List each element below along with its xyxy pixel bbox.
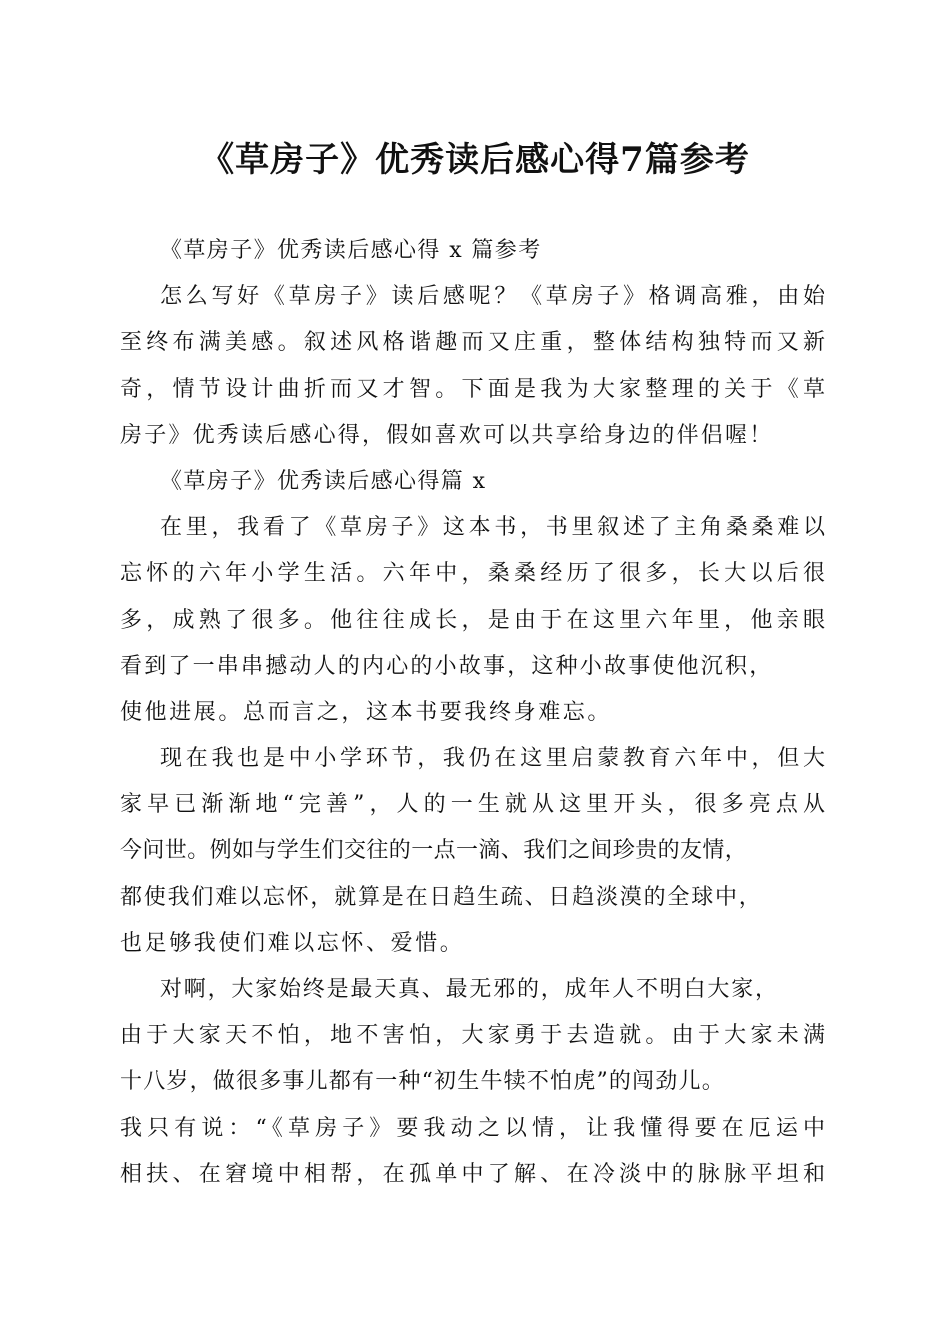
paragraph-line: 相扶、在窘境中相帮，在孤单中了解、在冷淡中的脉脉平坦和	[120, 1161, 825, 1187]
paragraph-line: 家早已渐渐地“完善”，人的一生就从这里开头，很多亮点从	[120, 792, 825, 818]
paragraph-line: 至终布满美感。叙述风格谐趣而又庄重，整体结构独特而又新	[120, 330, 825, 356]
paragraph-line: 奇，情节设计曲折而又才智。下面是我为大家整理的关于《草	[120, 376, 825, 402]
paragraph-line: 使他进展。总而言之，这本书要我终身难忘。	[120, 699, 613, 725]
paragraph-line: 由于大家天不怕，地不害怕，大家勇于去造就。由于大家未满	[120, 1023, 825, 1049]
paragraph-line: 现在我也是中小学环节，我仍在这里启蒙教育六年中，但大	[160, 746, 825, 772]
paragraph-line: 今问世。例如与学生们交往的一点一滴、我们之间珍贵的友情，	[120, 838, 748, 864]
document-body	[120, 228, 825, 1198]
paragraph-line: 多，成熟了很多。他往往成长，是由于在这里六年里，他亲眼	[120, 607, 825, 633]
paragraph-line: 对啊，大家始终是最天真、最无邪的，成年人不明白大家，	[160, 977, 779, 1002]
document-title: 《草房子》优秀读后感心得7篇参考	[200, 140, 750, 180]
subheading: 《草房子》优秀读后感心得篇 x	[160, 468, 487, 494]
paragraph-line: 我只有说：“《草房子》要我动之以情，让我懂得要在厄运中	[120, 1115, 825, 1141]
paragraph-line: 怎么写好《草房子》读后感呢？《草房子》格调高雅，由始	[160, 284, 825, 310]
paragraph-line: 在里，我看了《草房子》这本书，书里叙述了主角桑桑难以	[160, 515, 825, 541]
paragraph-line: 都使我们难以忘怀，就算是在日趋生疏、日趋淡漠的全球中，	[120, 884, 763, 910]
paragraph-line: 看到了一串串撼动人的内心的小故事，这种小故事使他沉积，	[120, 653, 774, 679]
paragraph-line: 房子》优秀读后感心得，假如喜欢可以共享给身边的伴侣喔！	[120, 422, 774, 448]
paragraph-line: 十八岁，做很多事儿都有一种“初生牛犊不怕虎”的闯劲儿。	[120, 1069, 725, 1095]
subheading: 《草房子》优秀读后感心得 x 篇参考	[160, 238, 542, 263]
paragraph-line: 忘怀的六年小学生活。六年中，桑桑经历了很多，长大以后很	[120, 561, 825, 587]
paragraph-line: 也足够我使们难以忘怀、爱惜。	[120, 930, 465, 956]
